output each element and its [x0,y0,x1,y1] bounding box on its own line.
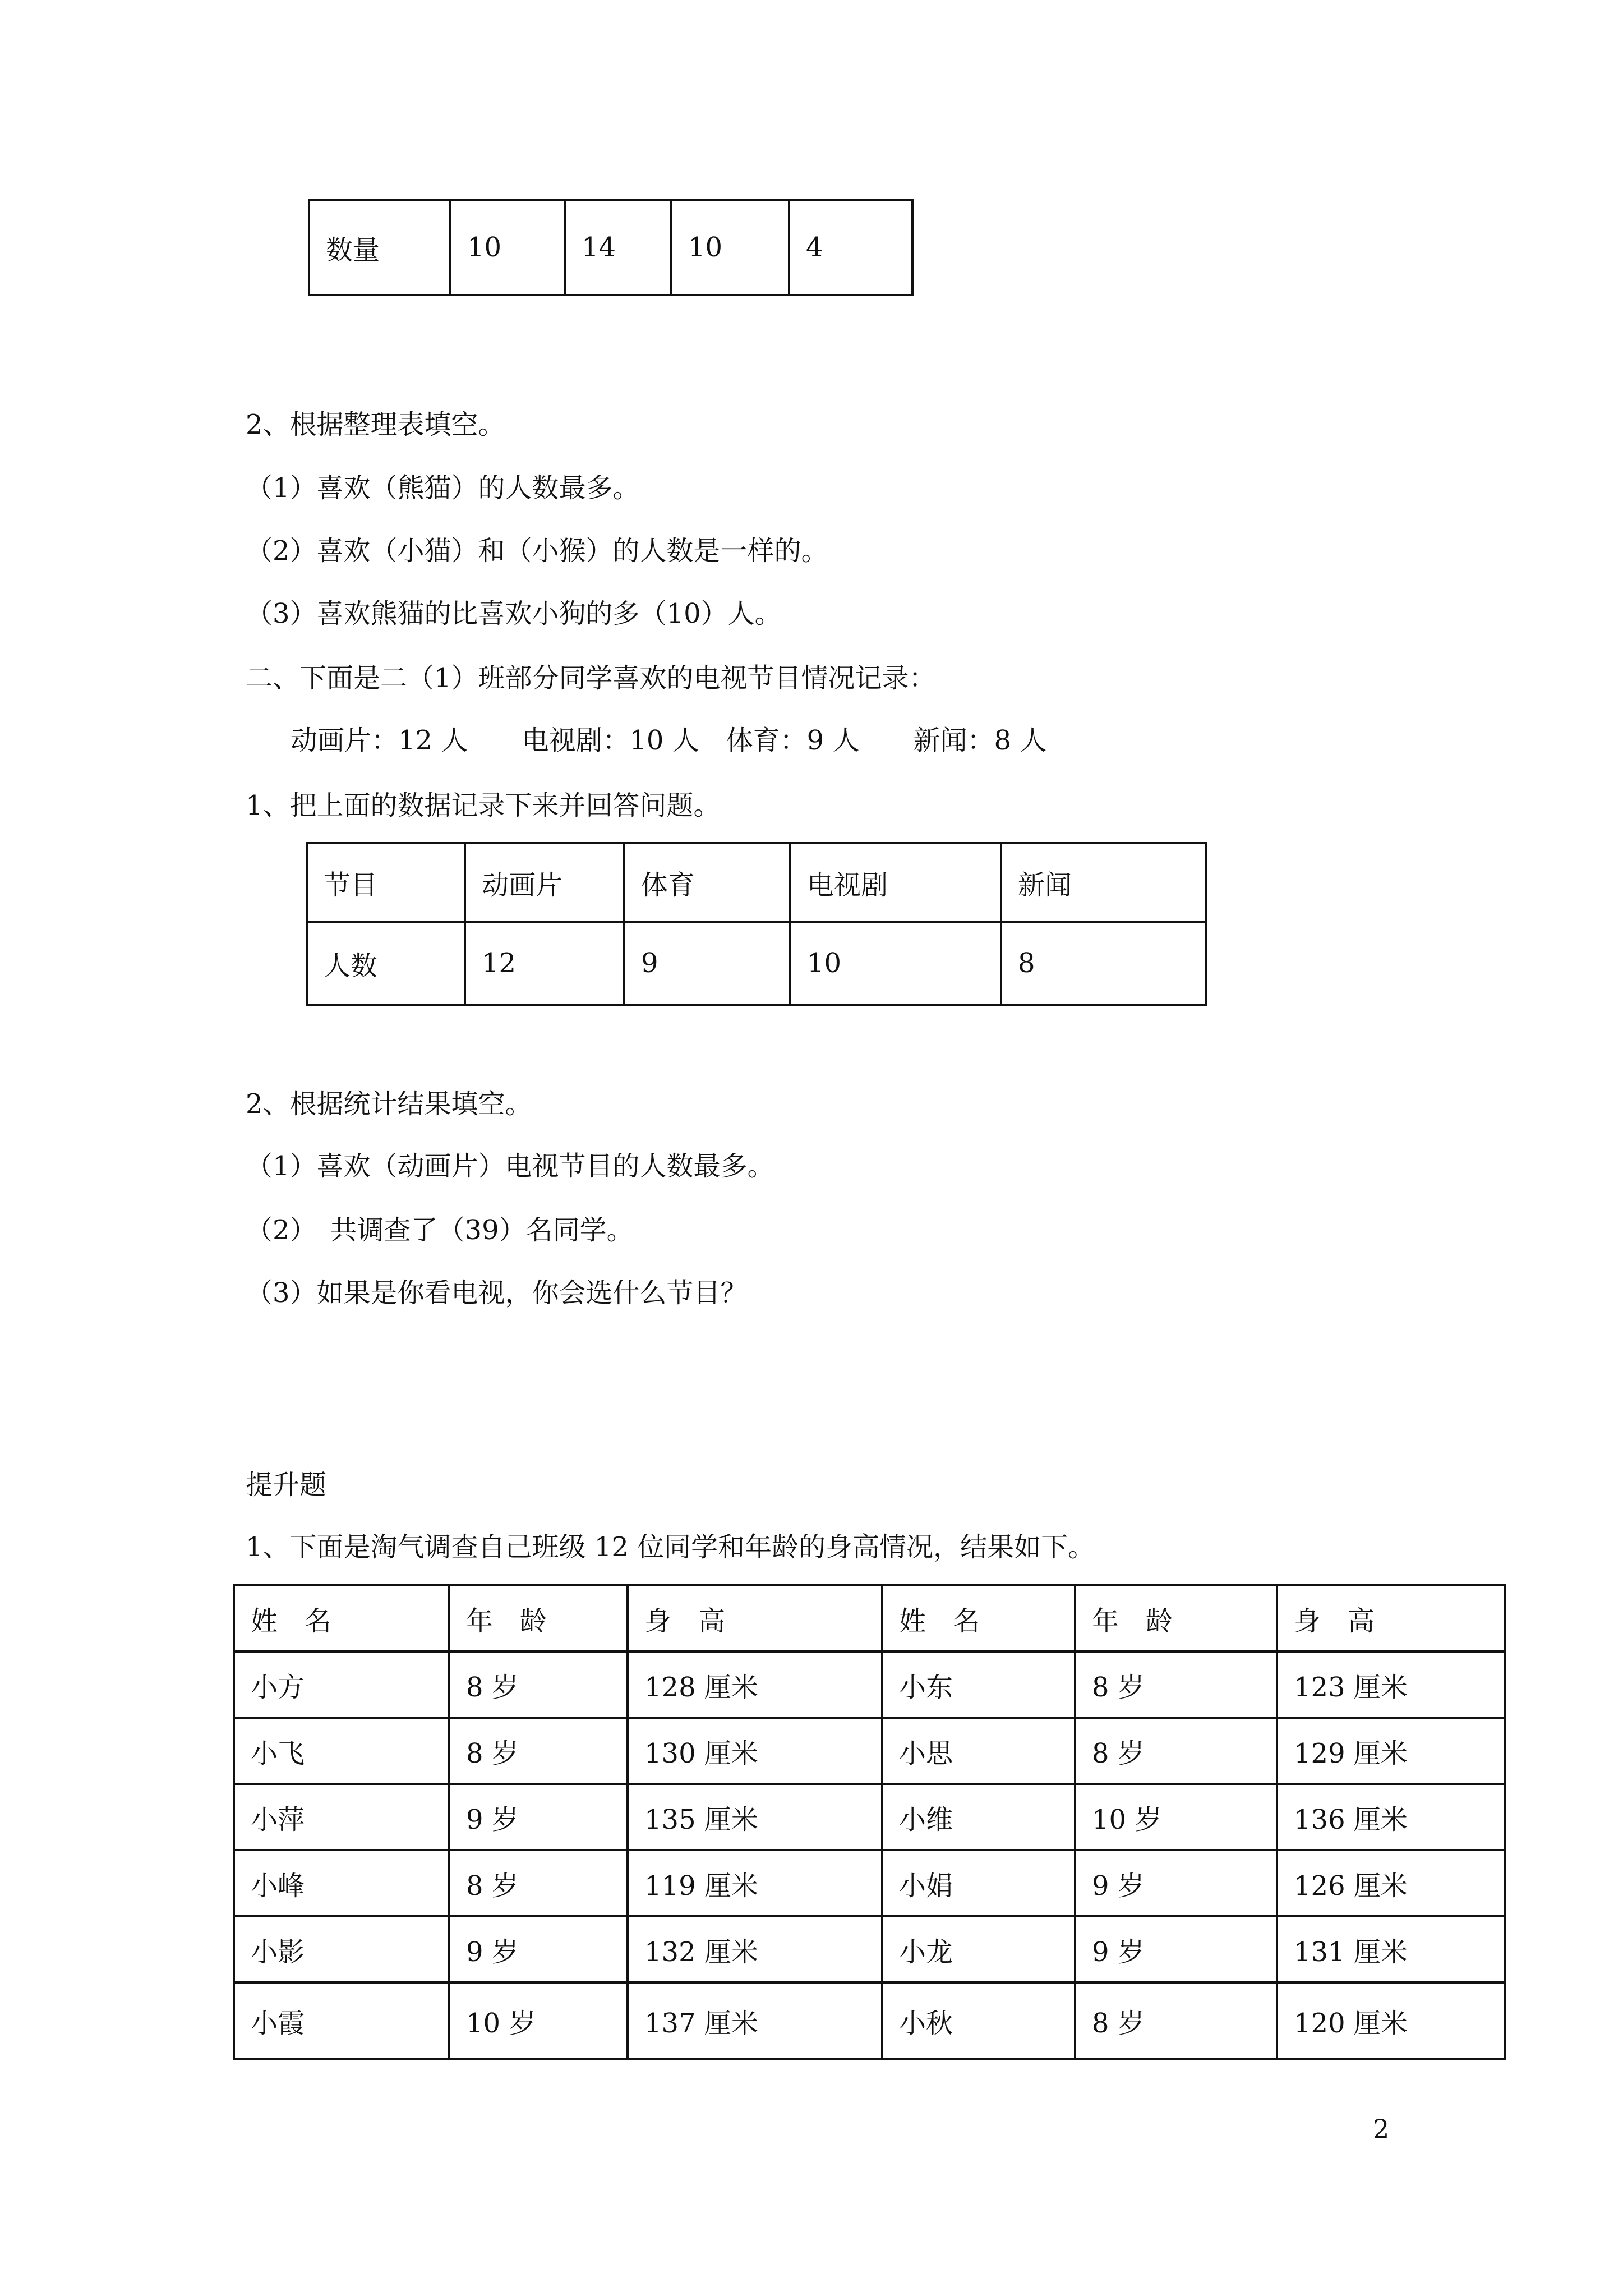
table-cell: 119 厘米 [628,1850,882,1916]
table-cell: 10 [790,922,1001,1005]
table-cell: 126 厘米 [1277,1850,1505,1916]
page-number: 2 [1373,2114,1390,2144]
table-cell: 年 龄 [449,1585,628,1651]
table-cell: 8 岁 [449,1718,628,1784]
table-cell: 体育 [624,843,790,922]
table-cell: 姓 名 [234,1585,449,1651]
table-cell: 8 岁 [449,1651,628,1718]
section-title: 提升题 [246,1469,327,1501]
record-line: 动画片：12 人 电视剧：10 人 体育：9 人 新闻：8 人 [291,725,1047,756]
table-cell: 小峰 [234,1850,449,1916]
table-cell: 8 岁 [1075,1982,1277,2059]
question-line: （1）喜欢（熊猫）的人数最多。 [246,472,640,504]
question-line: （2） 共调查了（39）名同学。 [246,1214,634,1246]
table-cell: 姓 名 [882,1585,1075,1651]
task-line: 1、把上面的数据记录下来并回答问题。 [246,790,721,821]
table-cell: 10 [671,200,789,295]
table-row [234,1784,1505,1850]
table-cell: 135 厘米 [628,1784,882,1850]
table-cell: 4 [789,200,912,295]
table-cell: 小影 [234,1916,449,1982]
question-line: （3）如果是你看电视，你会选什么节目？ [246,1277,748,1309]
section-title: 二、下面是二（1）班部分同学喜欢的电视节目情况记录： [246,662,936,694]
table-cell: 小秋 [882,1982,1075,2059]
table-cell: 数量 [309,200,450,295]
question-line: （3）喜欢熊猫的比喜欢小狗的多（10）人。 [246,598,782,629]
table-cell: 120 厘米 [1277,1982,1505,2059]
table-row [234,1585,1505,1651]
table-row [234,1982,1505,2059]
table-cell: 电视剧 [790,843,1001,922]
table-cell: 137 厘米 [628,1982,882,2059]
table-cell: 9 岁 [1075,1916,1277,1982]
table-cell: 小萍 [234,1784,449,1850]
table-cell: 10 岁 [449,1982,628,2059]
table-cell: 小飞 [234,1718,449,1784]
table-cell: 节目 [307,843,465,922]
table-row [307,843,1206,922]
table-cell: 小方 [234,1651,449,1718]
table-cell: 131 厘米 [1277,1916,1505,1982]
table-cell: 10 [450,200,565,295]
table-cell: 人数 [307,922,465,1005]
table-row [309,200,912,295]
table-cell: 年 龄 [1075,1585,1277,1651]
table-cell: 小娟 [882,1850,1075,1916]
question-line: （1）喜欢（动画片）电视节目的人数最多。 [246,1151,774,1182]
table-row [234,1651,1505,1718]
table-cell: 9 岁 [1075,1850,1277,1916]
table-cell: 12 [465,922,624,1005]
table-cell: 128 厘米 [628,1651,882,1718]
table-cell: 小龙 [882,1916,1075,1982]
table-cell: 小思 [882,1718,1075,1784]
task-line: 1、下面是淘气调查自己班级 12 位同学和年龄的身高情况，结果如下。 [246,1531,1095,1563]
table-cell: 136 厘米 [1277,1784,1505,1850]
table-cell: 8 岁 [1075,1651,1277,1718]
table-cell: 小维 [882,1784,1075,1850]
table-cell: 9 岁 [449,1916,628,1982]
table-cell: 小霞 [234,1982,449,2059]
table-cell: 小东 [882,1651,1075,1718]
table-cell: 10 岁 [1075,1784,1277,1850]
table-cell: 8 [1001,922,1206,1005]
table-cell: 123 厘米 [1277,1651,1505,1718]
table-cell: 9 [624,922,790,1005]
table-row [234,1850,1505,1916]
height-table [233,1584,1506,2060]
table-cell: 129 厘米 [1277,1718,1505,1784]
table-cell: 8 岁 [449,1850,628,1916]
table-cell: 身 高 [628,1585,882,1651]
table-cell: 动画片 [465,843,624,922]
section-heading: 2、根据整理表填空。 [246,409,505,440]
table-row [234,1718,1505,1784]
quantity-table [308,199,914,296]
question-line: （2）喜欢（小猫）和（小猴）的人数是一样的。 [246,535,828,567]
table-cell: 新闻 [1001,843,1206,922]
table-cell: 130 厘米 [628,1718,882,1784]
tv-program-table [306,842,1207,1006]
section-heading: 2、根据统计结果填空。 [246,1088,532,1120]
table-cell: 身 高 [1277,1585,1505,1651]
table-cell: 14 [565,200,671,295]
table-cell: 132 厘米 [628,1916,882,1982]
table-row [307,922,1206,1005]
table-row [234,1916,1505,1982]
table-cell: 8 岁 [1075,1718,1277,1784]
table-cell: 9 岁 [449,1784,628,1850]
